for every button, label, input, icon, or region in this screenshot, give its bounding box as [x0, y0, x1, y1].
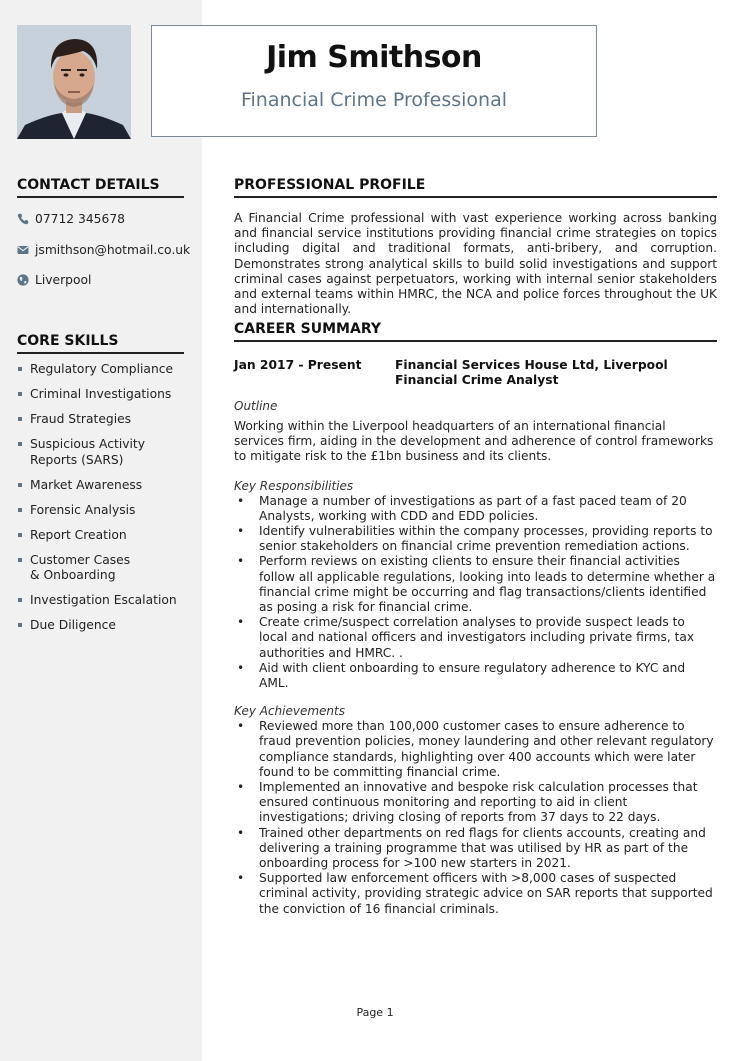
job-company: Financial Services House Ltd, Liverpool	[395, 358, 668, 372]
profile-heading: PROFESSIONAL PROFILE	[234, 177, 717, 198]
job-dates: Jan 2017 - Present	[234, 358, 362, 372]
skill-item: Market Awareness	[17, 478, 192, 494]
page-number: Page 1	[356, 1006, 394, 1019]
list-item: • Reviewed more than 100,000 customer cases to ensure adherence to fraud prevention policies, money laundering and other relevant regulatory compliance standards, highlighting over 400 accounts which were later found to be committing financial crime.	[234, 719, 717, 780]
skills-list	[17, 362, 192, 643]
globe-icon	[17, 274, 29, 286]
career-section	[234, 321, 717, 917]
contact-phone	[17, 212, 125, 226]
skill-item: Report Creation	[17, 528, 192, 544]
list-item: • Supported law enforcement officers with >8,000 cases of suspected criminal activity, providing strategic advice on SAR reports that supported the conviction of 16 financial criminals.	[234, 871, 717, 917]
skill-item: Customer Cases & Onboarding	[17, 553, 192, 584]
list-item: • Implemented an innovative and bespoke risk calculation processes that ensured continuous monitoring and reporting to aid in client investigations; driving closing of reports from 37 days to 22 days.	[234, 780, 717, 826]
email-text: jsmithson@hotmail.co.uk	[35, 243, 191, 257]
outline-label: Outline	[234, 399, 278, 413]
contact-email	[17, 243, 190, 257]
skills-heading: CORE SKILLS	[17, 333, 184, 354]
candidate-name: Jim Smithson	[266, 40, 482, 75]
list-item: • Create crime/suspect correlation analyses to provide suspect leads to local and national officers and investigators including private firms, tax authorities and HMRC. .	[234, 615, 717, 661]
job-position: Financial Crime Analyst	[395, 373, 559, 387]
profile-photo	[17, 25, 131, 139]
name-box	[151, 25, 597, 137]
phone-text: 07712 345678	[35, 212, 125, 226]
responsibilities-list	[234, 494, 717, 692]
career-heading: CAREER SUMMARY	[234, 321, 717, 342]
profile-text: A Financial Crime professional with vast experience working across banking and financial service institutions providing financial crime strategies on topics including digital and traditional formats, anti-bribery, and corruption. Demonstrates strong analytical skills to build solid investigations and support criminal cases against perpetuators, working with internal senior stakeholders and external teams within HMRC, the NCA and police forces throughout the UK and internationally.	[234, 211, 717, 317]
job-header	[234, 358, 717, 388]
list-item: • Perform reviews on existing clients to ensure their financial activities follow all applicable regulations, looking into leads to determine whether a financial crime might be occurring and flag transactions/clients identified as posing a risk for financial crime.	[234, 554, 717, 615]
skill-item: Criminal Investigations	[17, 387, 192, 403]
list-item: • Trained other departments on red flags for clients accounts, creating and delivering a training programme that was utilised by HR as part of the onboarding process for >100 new starters in 2021.	[234, 826, 717, 872]
list-item: • Identify vulnerabilities within the company processes, providing reports to senior stakeholders on financial crime prevention remediation actions.	[234, 524, 717, 554]
skill-item: Suspicious Activity Reports (SARS)	[17, 437, 192, 468]
list-item: • Aid with client onboarding to ensure regulatory adherence to KYC and AML.	[234, 661, 717, 691]
profile-section	[234, 177, 717, 317]
list-item: • Manage a number of investigations as part of a fast paced team of 20 Analysts, working with CDD and EDD policies.	[234, 494, 717, 524]
skill-item: Fraud Strategies	[17, 412, 192, 428]
responsibilities-label: Key Responsibilities	[234, 478, 354, 493]
achievements-label: Key Achievements	[234, 704, 345, 719]
location-text: Liverpool	[35, 273, 92, 287]
skill-item: Forensic Analysis	[17, 503, 192, 519]
achievements-list	[234, 719, 717, 917]
skill-item: Due Diligence	[17, 618, 192, 634]
contact-location	[17, 273, 91, 287]
skill-item: Investigation Escalation	[17, 593, 192, 609]
envelope-icon	[17, 244, 29, 256]
outline-text: Working within the Liverpool headquarters of an international financial services firm, aiding in the development and adherence of control frameworks to mitigate risk to the £1bn business and its clients.	[234, 419, 714, 464]
contact-heading: CONTACT DETAILS	[17, 177, 184, 198]
phone-icon	[17, 213, 29, 225]
candidate-title: Financial Crime Professional	[240, 89, 508, 111]
skill-item: Regulatory Compliance	[17, 362, 192, 378]
